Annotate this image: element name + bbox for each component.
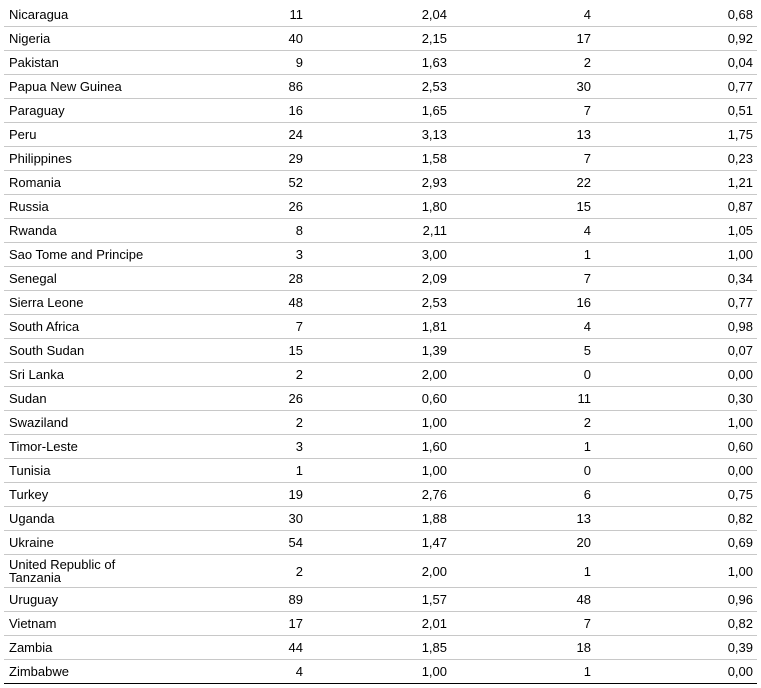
country-cell: Zambia bbox=[4, 636, 164, 660]
value-cell-3: 4 bbox=[451, 3, 595, 27]
value-cell-3: 4 bbox=[451, 219, 595, 243]
value-cell-1: 3 bbox=[164, 243, 307, 267]
country-cell: Uganda bbox=[4, 507, 164, 531]
table-row bbox=[4, 267, 757, 291]
value-cell-3: 7 bbox=[451, 612, 595, 636]
country-cell: Sudan bbox=[4, 387, 164, 411]
value-cell-3: 6 bbox=[451, 483, 595, 507]
value-cell-3: 0 bbox=[451, 363, 595, 387]
value-cell-3: 1 bbox=[451, 243, 595, 267]
country-cell: South Africa bbox=[4, 315, 164, 339]
table-row bbox=[4, 459, 757, 483]
value-cell-1: 8 bbox=[164, 219, 307, 243]
value-cell-1: 48 bbox=[164, 291, 307, 315]
table-row bbox=[4, 387, 757, 411]
country-cell: South Sudan bbox=[4, 339, 164, 363]
country-cell: Sri Lanka bbox=[4, 363, 164, 387]
value-cell-4: 0,68 bbox=[595, 3, 757, 27]
country-cell: Nigeria bbox=[4, 27, 164, 51]
value-cell-4: 0,82 bbox=[595, 507, 757, 531]
value-cell-4: 1,00 bbox=[595, 411, 757, 435]
table-row bbox=[4, 99, 757, 123]
table-row bbox=[4, 555, 757, 588]
value-cell-1: 24 bbox=[164, 123, 307, 147]
value-cell-2: 1,60 bbox=[307, 435, 451, 459]
table-row bbox=[4, 363, 757, 387]
country-cell: Paraguay bbox=[4, 99, 164, 123]
table-row bbox=[4, 123, 757, 147]
value-cell-3: 1 bbox=[451, 435, 595, 459]
value-cell-2: 1,85 bbox=[307, 636, 451, 660]
value-cell-4: 0,87 bbox=[595, 195, 757, 219]
value-cell-4: 1,00 bbox=[595, 555, 757, 588]
table-row bbox=[4, 435, 757, 459]
value-cell-2: 2,00 bbox=[307, 363, 451, 387]
value-cell-1: 30 bbox=[164, 507, 307, 531]
value-cell-1: 54 bbox=[164, 531, 307, 555]
value-cell-3: 30 bbox=[451, 75, 595, 99]
value-cell-4: 0,23 bbox=[595, 147, 757, 171]
value-cell-1: 19 bbox=[164, 483, 307, 507]
value-cell-2: 1,57 bbox=[307, 588, 451, 612]
value-cell-2: 1,39 bbox=[307, 339, 451, 363]
table-row bbox=[4, 27, 757, 51]
value-cell-1: 2 bbox=[164, 411, 307, 435]
table-row bbox=[4, 483, 757, 507]
country-cell: Papua New Guinea bbox=[4, 75, 164, 99]
value-cell-3: 7 bbox=[451, 147, 595, 171]
value-cell-1: 1 bbox=[164, 459, 307, 483]
value-cell-1: 17 bbox=[164, 612, 307, 636]
value-cell-4: 1,75 bbox=[595, 123, 757, 147]
country-data-table bbox=[4, 3, 757, 684]
value-cell-4: 0,77 bbox=[595, 75, 757, 99]
country-cell: Nicaragua bbox=[4, 3, 164, 27]
value-cell-1: 28 bbox=[164, 267, 307, 291]
value-cell-2: 1,63 bbox=[307, 51, 451, 75]
value-cell-4: 0,75 bbox=[595, 483, 757, 507]
value-cell-3: 7 bbox=[451, 267, 595, 291]
value-cell-1: 89 bbox=[164, 588, 307, 612]
country-cell: Tunisia bbox=[4, 459, 164, 483]
value-cell-2: 2,15 bbox=[307, 27, 451, 51]
country-cell: Romania bbox=[4, 171, 164, 195]
value-cell-2: 0,60 bbox=[307, 387, 451, 411]
value-cell-3: 2 bbox=[451, 51, 595, 75]
value-cell-3: 1 bbox=[451, 660, 595, 684]
value-cell-1: 2 bbox=[164, 363, 307, 387]
value-cell-3: 0 bbox=[451, 459, 595, 483]
value-cell-4: 0,39 bbox=[595, 636, 757, 660]
value-cell-1: 16 bbox=[164, 99, 307, 123]
country-data-table-container bbox=[4, 3, 757, 684]
value-cell-2: 1,58 bbox=[307, 147, 451, 171]
value-cell-4: 0,60 bbox=[595, 435, 757, 459]
country-cell: Philippines bbox=[4, 147, 164, 171]
value-cell-2: 2,04 bbox=[307, 3, 451, 27]
country-cell: Pakistan bbox=[4, 51, 164, 75]
table-row bbox=[4, 612, 757, 636]
country-cell: Senegal bbox=[4, 267, 164, 291]
value-cell-1: 86 bbox=[164, 75, 307, 99]
table-row bbox=[4, 195, 757, 219]
country-cell: Turkey bbox=[4, 483, 164, 507]
value-cell-3: 7 bbox=[451, 99, 595, 123]
value-cell-2: 1,47 bbox=[307, 531, 451, 555]
value-cell-2: 1,88 bbox=[307, 507, 451, 531]
table-row bbox=[4, 411, 757, 435]
value-cell-2: 2,53 bbox=[307, 75, 451, 99]
value-cell-3: 4 bbox=[451, 315, 595, 339]
value-cell-1: 29 bbox=[164, 147, 307, 171]
value-cell-4: 0,00 bbox=[595, 363, 757, 387]
country-cell: Ukraine bbox=[4, 531, 164, 555]
value-cell-2: 2,53 bbox=[307, 291, 451, 315]
value-cell-4: 0,34 bbox=[595, 267, 757, 291]
value-cell-4: 0,07 bbox=[595, 339, 757, 363]
table-row bbox=[4, 75, 757, 99]
value-cell-3: 48 bbox=[451, 588, 595, 612]
country-cell: Sao Tome and Principe bbox=[4, 243, 164, 267]
value-cell-4: 0,69 bbox=[595, 531, 757, 555]
value-cell-1: 7 bbox=[164, 315, 307, 339]
value-cell-2: 2,09 bbox=[307, 267, 451, 291]
country-cell: United Republic of Tanzania bbox=[4, 555, 164, 588]
value-cell-2: 2,01 bbox=[307, 612, 451, 636]
value-cell-3: 22 bbox=[451, 171, 595, 195]
table-body bbox=[4, 3, 757, 684]
country-cell: Rwanda bbox=[4, 219, 164, 243]
value-cell-4: 0,00 bbox=[595, 459, 757, 483]
value-cell-2: 2,93 bbox=[307, 171, 451, 195]
table-row bbox=[4, 531, 757, 555]
value-cell-1: 3 bbox=[164, 435, 307, 459]
value-cell-2: 1,80 bbox=[307, 195, 451, 219]
table-row bbox=[4, 51, 757, 75]
value-cell-4: 1,05 bbox=[595, 219, 757, 243]
value-cell-4: 0,98 bbox=[595, 315, 757, 339]
value-cell-2: 2,76 bbox=[307, 483, 451, 507]
table-row bbox=[4, 171, 757, 195]
value-cell-3: 17 bbox=[451, 27, 595, 51]
value-cell-3: 2 bbox=[451, 411, 595, 435]
value-cell-1: 4 bbox=[164, 660, 307, 684]
table-row bbox=[4, 315, 757, 339]
table-row bbox=[4, 636, 757, 660]
country-cell: Zimbabwe bbox=[4, 660, 164, 684]
table-row bbox=[4, 219, 757, 243]
country-cell: Swaziland bbox=[4, 411, 164, 435]
table-row bbox=[4, 507, 757, 531]
value-cell-1: 2 bbox=[164, 555, 307, 588]
value-cell-2: 2,00 bbox=[307, 555, 451, 588]
value-cell-2: 1,00 bbox=[307, 411, 451, 435]
value-cell-3: 13 bbox=[451, 507, 595, 531]
value-cell-2: 1,81 bbox=[307, 315, 451, 339]
table-row bbox=[4, 243, 757, 267]
value-cell-3: 5 bbox=[451, 339, 595, 363]
value-cell-4: 1,21 bbox=[595, 171, 757, 195]
country-cell: Russia bbox=[4, 195, 164, 219]
value-cell-1: 44 bbox=[164, 636, 307, 660]
value-cell-3: 18 bbox=[451, 636, 595, 660]
value-cell-3: 16 bbox=[451, 291, 595, 315]
value-cell-3: 20 bbox=[451, 531, 595, 555]
country-cell: Vietnam bbox=[4, 612, 164, 636]
value-cell-4: 1,00 bbox=[595, 243, 757, 267]
value-cell-1: 52 bbox=[164, 171, 307, 195]
country-cell: Peru bbox=[4, 123, 164, 147]
value-cell-3: 13 bbox=[451, 123, 595, 147]
value-cell-1: 26 bbox=[164, 387, 307, 411]
value-cell-2: 1,00 bbox=[307, 660, 451, 684]
table-row bbox=[4, 291, 757, 315]
value-cell-2: 1,00 bbox=[307, 459, 451, 483]
value-cell-2: 3,13 bbox=[307, 123, 451, 147]
value-cell-1: 11 bbox=[164, 3, 307, 27]
country-cell: Sierra Leone bbox=[4, 291, 164, 315]
value-cell-2: 1,65 bbox=[307, 99, 451, 123]
value-cell-2: 2,11 bbox=[307, 219, 451, 243]
table-row bbox=[4, 339, 757, 363]
value-cell-1: 40 bbox=[164, 27, 307, 51]
value-cell-4: 0,04 bbox=[595, 51, 757, 75]
value-cell-4: 0,96 bbox=[595, 588, 757, 612]
value-cell-1: 15 bbox=[164, 339, 307, 363]
value-cell-3: 1 bbox=[451, 555, 595, 588]
table-row bbox=[4, 660, 757, 684]
value-cell-4: 0,92 bbox=[595, 27, 757, 51]
country-cell: Uruguay bbox=[4, 588, 164, 612]
value-cell-1: 9 bbox=[164, 51, 307, 75]
value-cell-4: 0,30 bbox=[595, 387, 757, 411]
value-cell-1: 26 bbox=[164, 195, 307, 219]
country-cell: Timor-Leste bbox=[4, 435, 164, 459]
value-cell-4: 0,77 bbox=[595, 291, 757, 315]
value-cell-4: 0,82 bbox=[595, 612, 757, 636]
value-cell-4: 0,51 bbox=[595, 99, 757, 123]
table-row bbox=[4, 3, 757, 27]
value-cell-3: 15 bbox=[451, 195, 595, 219]
value-cell-2: 3,00 bbox=[307, 243, 451, 267]
table-row bbox=[4, 588, 757, 612]
value-cell-4: 0,00 bbox=[595, 660, 757, 684]
value-cell-3: 11 bbox=[451, 387, 595, 411]
table-row bbox=[4, 147, 757, 171]
